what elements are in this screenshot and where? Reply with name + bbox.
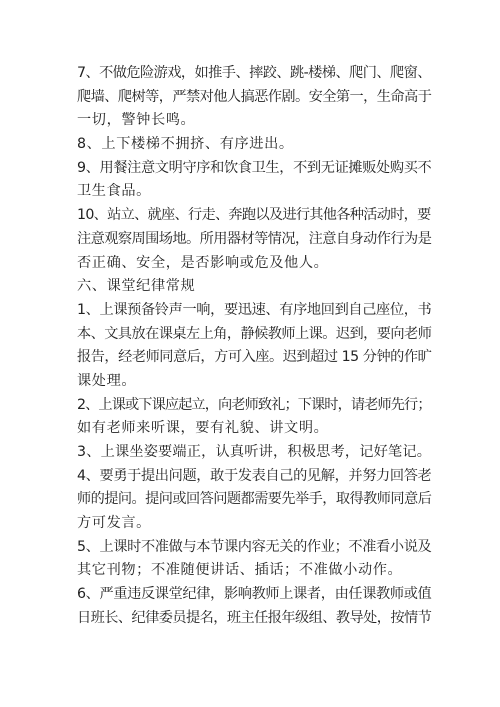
- text-line: 4、要勇于提出问题，敢于发表自己的见解，并努力回答老: [77, 467, 432, 484]
- text-line: 8、上下楼梯不拥挤、有序进出。: [77, 136, 294, 153]
- text-line: 9、用餐注意文明守序和饮食卫生，不到无证摊贩处购买不: [77, 159, 432, 176]
- text-line: 六、课堂纪律常规: [77, 278, 196, 295]
- text-line: 2、上课或下课应起立，向老师致礼；下课时，请老师先行；: [77, 396, 431, 413]
- text-line: 师的提问。提问或回答问题都需要先举手，取得教师同意后: [77, 491, 432, 508]
- text-line: 10、站立、就座、行走、奔跑以及进行其他各种活动时，要: [77, 207, 431, 224]
- paragraph: [77, 133, 432, 157]
- paragraph: [77, 394, 432, 441]
- text-line: 注意观察周围场地。所用器材等情况，注意自身动作行为是: [77, 230, 432, 247]
- text-line: 方可发言。: [77, 515, 151, 532]
- text-line: 一切，警钟长鸣。: [77, 112, 196, 129]
- text-line: 否正确、安全，是否影响或危及他人。: [77, 254, 329, 271]
- text-line: 7、不做危险游戏，如推手、摔跤、跳-楼梯、爬门、爬窗、: [77, 65, 431, 81]
- document-body: [77, 62, 432, 631]
- text-line: 爬墙、爬树等，严禁对他人搞恶作剧。安全第一，生命高于: [77, 88, 432, 105]
- paragraph: [77, 536, 432, 583]
- text-line: 课处理。: [77, 372, 137, 389]
- text-line: 1、上课预备铃声一响，要迅速、有序地回到自己座位，书: [77, 301, 432, 318]
- paragraph: [77, 583, 432, 630]
- text-line: 卫生食品。: [77, 183, 151, 200]
- text-line: 报告，经老师同意后，方可入座。迟到超过 15 分钟的作旷: [77, 349, 432, 366]
- text-line: 其它刊物；不准随便讲话、插话；不准做小动作。: [77, 562, 403, 579]
- paragraph: [77, 157, 432, 204]
- paragraph: [77, 299, 432, 394]
- text-line: 6、严重违反课堂纪律，影响教师上课者，由任课教师或值: [77, 586, 432, 603]
- paragraph: [77, 62, 432, 133]
- text-line: 3、上课坐姿要端正，认真听讲，积极思考，记好笔记。: [77, 444, 432, 460]
- text-line: 日班长、纪律委员提名，班主任报年级组、教导处，按情节: [77, 609, 432, 626]
- section-heading: [77, 275, 432, 299]
- paragraph: [77, 204, 432, 275]
- text-line: 5、上课时不准做与本节课内容无关的作业；不准看小说及: [77, 538, 432, 555]
- paragraph: [77, 465, 432, 536]
- paragraph: [77, 441, 432, 465]
- text-line: 如有老师来听课，要有礼貌、讲文明。: [77, 420, 329, 437]
- text-line: 本、文具放在课桌左上角，静候教师上课。迟到，要向老师: [77, 325, 432, 342]
